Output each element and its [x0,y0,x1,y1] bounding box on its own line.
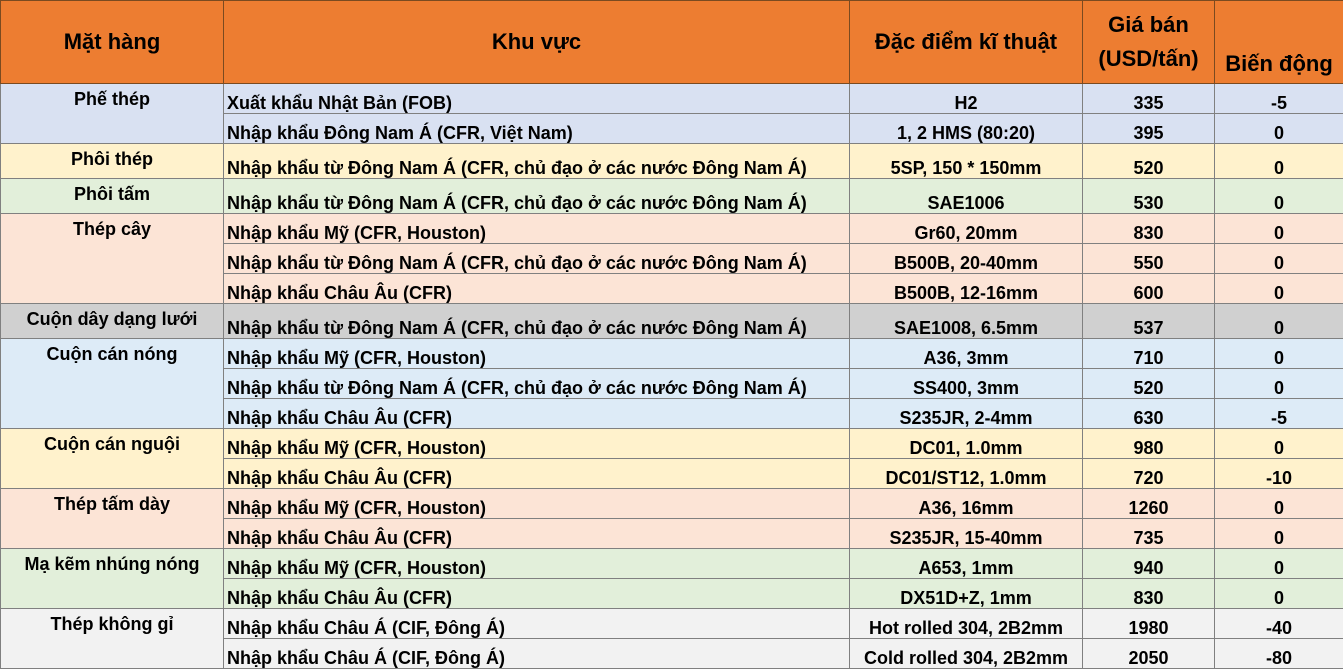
price-cell: 720 [1083,459,1215,489]
region-cell: Nhập khẩu Mỹ (CFR, Houston) [224,214,850,244]
spec-cell: Gr60, 20mm [850,214,1083,244]
price-cell: 520 [1083,369,1215,399]
spec-cell: B500B, 12-16mm [850,274,1083,304]
header-item: Mặt hàng [1,1,224,84]
change-cell: 0 [1215,369,1343,399]
change-cell: 0 [1215,114,1343,144]
region-cell: Nhập khẩu Mỹ (CFR, Houston) [224,489,850,519]
price-cell: 1260 [1083,489,1215,519]
table-row [1,609,1343,639]
region-cell: Nhập khẩu Châu Á (CIF, Đông Á) [224,609,850,639]
change-cell: 0 [1215,489,1343,519]
change-cell: 0 [1215,304,1343,339]
spec-cell: 1, 2 HMS (80:20) [850,114,1083,144]
header-region: Khu vực [224,1,850,84]
spec-cell: S235JR, 15-40mm [850,519,1083,549]
region-cell: Nhập khẩu Đông Nam Á (CFR, Việt Nam) [224,114,850,144]
spec-cell: A36, 3mm [850,339,1083,369]
table-row [1,339,1343,369]
spec-cell: 5SP, 150 * 150mm [850,144,1083,179]
spec-cell: DC01/ST12, 1.0mm [850,459,1083,489]
spec-cell: Hot rolled 304, 2B2mm [850,609,1083,639]
price-cell: 600 [1083,274,1215,304]
header-row [1,1,1343,84]
price-cell: 735 [1083,519,1215,549]
table-row [1,179,1343,214]
change-cell: -10 [1215,459,1343,489]
spec-cell: A653, 1mm [850,549,1083,579]
price-cell: 520 [1083,144,1215,179]
change-cell: 0 [1215,144,1343,179]
table-row [1,84,1343,114]
table-row [1,304,1343,339]
category-cell: Cuộn cán nguội [1,429,224,489]
category-cell: Cuộn cán nóng [1,339,224,429]
region-cell: Nhập khẩu từ Đông Nam Á (CFR, chủ đạo ở các nước Đông Nam Á) [224,144,850,179]
region-cell: Nhập khẩu Châu Âu (CFR) [224,579,850,609]
change-cell: 0 [1215,549,1343,579]
region-cell: Nhập khẩu từ Đông Nam Á (CFR, chủ đạo ở các nước Đông Nam Á) [224,244,850,274]
spec-cell: SS400, 3mm [850,369,1083,399]
table-row [1,489,1343,519]
spec-cell: A36, 16mm [850,489,1083,519]
region-cell: Nhập khẩu Châu Âu (CFR) [224,399,850,429]
price-cell: 537 [1083,304,1215,339]
table-row [1,214,1343,244]
price-cell: 940 [1083,549,1215,579]
header-spec: Đặc điểm kĩ thuật [850,1,1083,84]
header-change: Biến động [1215,1,1343,84]
spec-cell: SAE1008, 6.5mm [850,304,1083,339]
spec-cell: DX51D+Z, 1mm [850,579,1083,609]
category-cell: Phế thép [1,84,224,144]
category-cell: Thép không gỉ [1,609,224,669]
price-cell: 830 [1083,579,1215,609]
table-row [1,144,1343,179]
spec-cell: DC01, 1.0mm [850,429,1083,459]
region-cell: Nhập khẩu Mỹ (CFR, Houston) [224,429,850,459]
change-cell: 0 [1215,429,1343,459]
change-cell: 0 [1215,244,1343,274]
table-row [1,429,1343,459]
change-cell: -80 [1215,639,1343,669]
region-cell: Nhập khẩu Mỹ (CFR, Houston) [224,549,850,579]
change-cell: 0 [1215,519,1343,549]
region-cell: Nhập khẩu Châu Âu (CFR) [224,274,850,304]
category-cell: Phôi thép [1,144,224,179]
region-cell: Nhập khẩu từ Đông Nam Á (CFR, chủ đạo ở các nước Đông Nam Á) [224,179,850,214]
change-cell: -5 [1215,399,1343,429]
category-cell: Mạ kẽm nhúng nóng [1,549,224,609]
spec-cell: H2 [850,84,1083,114]
spec-cell: B500B, 20-40mm [850,244,1083,274]
price-cell: 335 [1083,84,1215,114]
change-cell: 0 [1215,579,1343,609]
region-cell: Nhập khẩu Châu Âu (CFR) [224,519,850,549]
change-cell: 0 [1215,179,1343,214]
header-price-line1: Giá bán [1108,12,1189,37]
category-cell: Phôi tấm [1,179,224,214]
category-cell: Thép cây [1,214,224,304]
header-price [1083,1,1215,84]
price-cell: 530 [1083,179,1215,214]
region-cell: Nhập khẩu từ Đông Nam Á (CFR, chủ đạo ở các nước Đông Nam Á) [224,369,850,399]
region-cell: Nhập khẩu Mỹ (CFR, Houston) [224,339,850,369]
price-cell: 980 [1083,429,1215,459]
spec-cell: SAE1006 [850,179,1083,214]
region-cell: Nhập khẩu Châu Âu (CFR) [224,459,850,489]
price-cell: 830 [1083,214,1215,244]
category-cell: Thép tấm dày [1,489,224,549]
spec-cell: S235JR, 2-4mm [850,399,1083,429]
table-row [1,549,1343,579]
change-cell: 0 [1215,339,1343,369]
price-cell: 2050 [1083,639,1215,669]
price-cell: 630 [1083,399,1215,429]
spec-cell: Cold rolled 304, 2B2mm [850,639,1083,669]
price-cell: 395 [1083,114,1215,144]
header-price-line2: (USD/tấn) [1098,46,1198,71]
price-cell: 550 [1083,244,1215,274]
region-cell: Xuất khẩu Nhật Bản (FOB) [224,84,850,114]
region-cell: Nhập khẩu từ Đông Nam Á (CFR, chủ đạo ở các nước Đông Nam Á) [224,304,850,339]
change-cell: -5 [1215,84,1343,114]
change-cell: 0 [1215,274,1343,304]
price-cell: 1980 [1083,609,1215,639]
category-cell: Cuộn dây dạng lưới [1,304,224,339]
change-cell: -40 [1215,609,1343,639]
change-cell: 0 [1215,214,1343,244]
table-body [1,84,1343,669]
region-cell: Nhập khẩu Châu Á (CIF, Đông Á) [224,639,850,669]
price-cell: 710 [1083,339,1215,369]
